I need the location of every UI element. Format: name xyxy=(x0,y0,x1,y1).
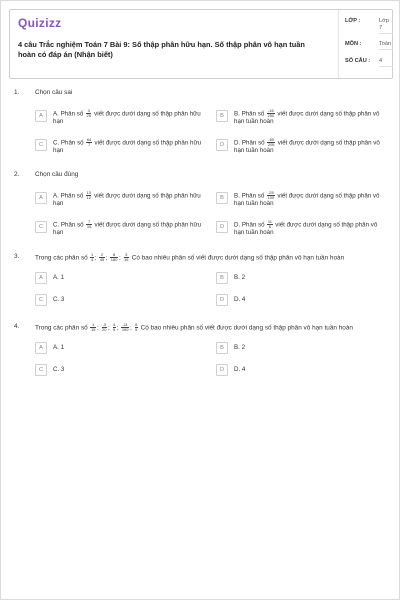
fraction-numerator: 4 xyxy=(113,322,116,327)
fraction xyxy=(99,253,104,262)
option-text: D. Phân số $\frac{11}{6}$ viết được dưới dạng số thập phân vô hạn tuần hoàn xyxy=(234,219,378,237)
option-text: A. Phân số $\frac{3}{25}$ viết được dưới dạng số thập phân hữu hạn xyxy=(53,108,201,126)
option-letter-box[interactable]: A xyxy=(35,110,47,122)
option-text: B. 2 xyxy=(234,274,246,281)
fraction xyxy=(90,323,95,332)
answer-option-a[interactable] xyxy=(35,191,205,207)
fraction-numerator: 1 xyxy=(90,252,94,257)
option-text: B. Phân số $\frac{-16}{250}$ viết được dưới dạng số thập phân vô hạn tuần hoàn xyxy=(234,108,380,126)
answer-option-b[interactable] xyxy=(216,191,386,207)
option-letter-box[interactable]: A xyxy=(35,272,47,284)
fraction-numerator: 11 xyxy=(267,219,272,224)
option-text: B. 2 xyxy=(234,344,246,351)
meta-label: LỚP : xyxy=(345,18,361,24)
meta-label: MÔN : xyxy=(345,41,362,47)
fraction xyxy=(121,323,129,332)
fraction xyxy=(86,138,91,147)
fraction-denominator: 15 xyxy=(90,327,96,333)
fraction xyxy=(267,220,272,229)
fraction xyxy=(113,323,116,332)
fraction-denominator: 4 xyxy=(90,257,94,263)
option-text: C. 3 xyxy=(53,366,65,373)
answer-option-a[interactable] xyxy=(35,271,205,287)
question-prompt: Chọn câu sai xyxy=(35,89,73,96)
option-text: A. 1 xyxy=(53,274,65,281)
option-letter-box[interactable]: C xyxy=(35,139,47,151)
option-text: B. Phân số $\frac{-25}{100}$ viết được dưới dạng số thập phân vô hạn tuần hoàn xyxy=(234,190,380,208)
fraction-numerator: 3 xyxy=(125,252,128,257)
fraction xyxy=(86,191,91,200)
fraction-denominator: 5 xyxy=(135,327,138,333)
meta-label: SỐ CÂU : xyxy=(345,58,371,64)
answer-option-a[interactable] xyxy=(35,341,205,357)
fraction-numerator: -16 xyxy=(267,108,274,113)
fraction-numerator: 2 xyxy=(100,252,104,257)
option-text: C. Phân số $\frac{64}{7}$ viết được dưới dạng số thập phân hữu hạn xyxy=(53,137,202,155)
option-letter-box[interactable]: B xyxy=(216,342,228,354)
fraction-numerator: 64 xyxy=(86,137,92,142)
fraction-denominator: 25 xyxy=(86,113,91,119)
quizizz-logo: Quizizz xyxy=(18,16,62,30)
question-number: 1. xyxy=(14,89,20,96)
fraction xyxy=(124,253,129,262)
answer-option-d[interactable] xyxy=(216,363,386,379)
question-number: 4. xyxy=(14,323,20,330)
fraction xyxy=(110,253,118,262)
fraction-denominator: 45 xyxy=(99,257,105,263)
fraction xyxy=(102,323,107,332)
fraction-denominator: 20 xyxy=(102,327,107,333)
fraction-numerator: -3 xyxy=(102,322,106,327)
fraction xyxy=(86,109,91,118)
fraction xyxy=(267,109,275,118)
fraction-numerator: 7 xyxy=(87,219,91,224)
answer-option-b[interactable] xyxy=(216,271,386,287)
fraction-denominator: 7 xyxy=(87,142,91,148)
answer-option-b[interactable] xyxy=(216,341,386,357)
fraction-denominator: 12 xyxy=(86,195,91,201)
option-text: C. 3 xyxy=(53,296,65,303)
option-letter-box[interactable]: D xyxy=(216,139,228,151)
fraction-numerator: 8 xyxy=(110,253,118,258)
fraction-numerator: 1 xyxy=(92,322,95,327)
option-letter-box[interactable]: C xyxy=(35,221,47,233)
question-prompt: Trong các phân số $\frac{1}{15}$ ; $\frac{-3}{20}$ ; $\frac{4}{9}$ ; $\frac{-11}{100}$ ; $\frac{6}{5}$ Có bao nhiêu phân số viết được dưới dạng số thập phân vô hạn tuần hoàn xyxy=(35,322,353,333)
option-text: D. 4 xyxy=(234,296,246,303)
option-letter-box[interactable]: A xyxy=(35,342,47,354)
question-prompt: Chọn câu đúng xyxy=(35,171,79,178)
fraction-denominator: 6 xyxy=(268,224,272,230)
fraction-denominator: 15 xyxy=(86,224,92,230)
worksheet-title: 4 câu Trắc nghiệm Toán 7 Bài 9: Số thập phân hữu hạn. Số thập phân vô hạn tuần hoàn có đáp án (Nhận biết) xyxy=(18,40,305,59)
fraction-numerator: 13 xyxy=(86,190,91,195)
fraction xyxy=(267,138,275,147)
fraction xyxy=(90,253,93,262)
fraction xyxy=(86,220,91,229)
meta-value: 4 xyxy=(379,58,393,67)
fraction-numerator: -50 xyxy=(268,137,275,142)
fraction-numerator: 3 xyxy=(87,108,90,113)
meta-value: Lớp 7 xyxy=(379,18,393,34)
option-text: D. Phân số $\frac{-50}{205}$ viết được dưới dạng số thập phân vô hạn tuần hoàn xyxy=(234,137,380,155)
fraction-denominator: 9 xyxy=(113,327,116,333)
option-letter-box[interactable]: D xyxy=(216,364,228,376)
question-number: 2. xyxy=(14,171,20,178)
option-letter-box[interactable]: C xyxy=(35,364,47,376)
answer-option-d[interactable] xyxy=(216,220,386,236)
option-letter-box[interactable]: D xyxy=(216,294,228,306)
answer-option-b[interactable] xyxy=(216,109,386,125)
answer-option-c[interactable] xyxy=(35,363,205,379)
option-text: A. Phân số $\frac{13}{12}$ viết được dưới dạng số thập phân hữu hạn xyxy=(53,190,201,208)
option-text: A. 1 xyxy=(53,344,65,351)
option-letter-box[interactable]: B xyxy=(216,272,228,284)
option-text: D. 4 xyxy=(234,366,246,373)
fraction xyxy=(135,323,138,332)
fraction-denominator: 100 xyxy=(121,327,129,333)
option-text: C. Phân số $\frac{7}{15}$ viết được dưới dạng số thập phân hữu hạn xyxy=(53,219,202,237)
worksheet-header xyxy=(9,9,393,79)
fraction-numerator: 6 xyxy=(135,322,138,327)
answer-option-c[interactable] xyxy=(35,220,205,236)
fraction-numerator: -25 xyxy=(267,190,274,195)
option-letter-box[interactable]: B xyxy=(216,192,228,204)
fraction-denominator: 180 xyxy=(110,257,118,263)
meta-value: Toán xyxy=(379,41,393,50)
option-letter-box[interactable]: C xyxy=(35,294,47,306)
question-prompt: Trong các phân số $\frac{1}{4}$ ; $\frac{2}{45}$ ; $\frac{8}{180}$ ; $\frac{3}{16}$ Có bao nhiêu phân số viết được dưới dạng số thập phân vô hạn tuần hoàn xyxy=(35,252,345,263)
answer-option-a[interactable] xyxy=(35,109,205,125)
fraction-denominator: 250 xyxy=(267,113,275,119)
answer-option-c[interactable] xyxy=(35,138,205,154)
fraction-denominator: 100 xyxy=(267,195,275,201)
option-letter-box[interactable]: B xyxy=(216,110,228,122)
fraction-numerator: -11 xyxy=(122,322,128,327)
answer-option-d[interactable] xyxy=(216,138,386,154)
answer-option-d[interactable] xyxy=(216,293,386,309)
fraction-denominator: 205 xyxy=(267,142,275,148)
fraction-denominator: 16 xyxy=(124,257,129,263)
answer-option-c[interactable] xyxy=(35,293,205,309)
meta-panel xyxy=(338,10,394,78)
question-number: 3. xyxy=(14,253,20,260)
option-letter-box[interactable]: A xyxy=(35,192,47,204)
fraction xyxy=(267,191,275,200)
option-letter-box[interactable]: D xyxy=(216,221,228,233)
